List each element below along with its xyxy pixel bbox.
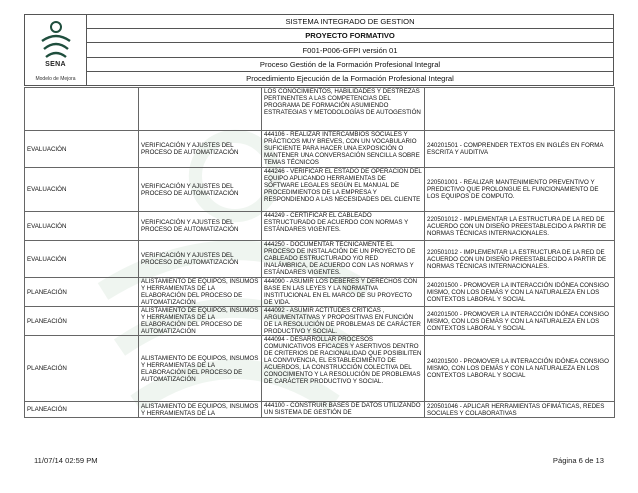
learning-outcome-cell: 444090 - ASUMIR LOS DEBERES Y DERECHOS CON BASE EN LAS LEYES Y LA NORMATIVA INSTITUCIONAL EN EL MARCO DE SU PROYECTO DE VIDA. [262,278,425,307]
table-row [25,168,615,212]
activity-cell: VERIFICACIÓN Y AJUSTES DEL PROCESO DE AUTOMATIZACIÓN [139,168,262,212]
page-number: Página 6 de 13 [552,456,604,465]
table-row [25,402,615,418]
table-row [25,241,615,278]
logo-block [25,15,87,85]
table-row [25,307,615,336]
phase-cell: PLANEACIÓN [25,278,139,307]
learning-outcome-cell: 444246 - VERIFICAR EL ESTADO DE OPERACIÓN DEL EQUIPO APLICANDO HERRAMIENTAS DE SOFTWARE LEGALES SEGÚN EL MANUAL DE PROCEDIMIENTOS DE LA EMPRESA Y RESPONDIENDO A LAS NECESIDADES DEL CLIENTE [262,168,425,212]
phase-cell: PLANEACIÓN [25,336,139,402]
table-row [25,131,615,168]
competency-cell: 220501046 - APLICAR HERRAMIENTAS OFIMÁTICAS, REDES SOCIALES Y COLABORATIVAS [425,402,615,418]
sena-logo-icon [36,19,76,63]
system-title: SISTEMA INTEGRADO DE GESTION [87,15,613,29]
competency-cell: 220501012 - IMPLEMENTAR LA ESTRUCTURA DE LA RED DE ACUERDO CON UN DISEÑO PREESTABLECIDO A PARTIR DE NORMAS TÉCNICAS INTERNACIONALES. [425,241,615,278]
phase-cell: EVALUACIÓN [25,212,139,241]
form-code: F001-P006-GFPI versión 01 [87,43,613,57]
activity-cell: VERIFICACIÓN Y AJUSTES DEL PROCESO DE AUTOMATIZACIÓN [139,131,262,168]
learning-outcome-cell: 444249 - CERTIFICAR EL CABLEADO ESTRUCTURADO DE ACUERDO CON NORMAS Y ESTÁNDARES VIGENTES. [262,212,425,241]
learning-outcome-cell: 444250 - DOCUMENTAR TÉCNICAMENTE EL PROCESO DE INSTALACIÓN DE UN PROYECTO DE CABLEADO ESTRUCTURADO Y/O RED INALÁMBRICA, DE ACUERDO CON LAS NORMAS Y ESTÁNDARES VIGENTES. [262,241,425,278]
phase-cell [25,88,139,131]
phase-cell: EVALUACIÓN [25,168,139,212]
activity-cell: ALISTAMIENTO DE EQUIPOS, INSUMOS Y HERRAMIENTAS DE LA ELABORACIÓN DEL PROCESO DE AUTOMATIZACIÓN [139,307,262,336]
training-plan-table [24,87,615,418]
learning-outcome-cell: LOS CONOCIMIENTOS, HABILIDADES Y DESTREZAS PERTINENTES A LAS COMPETENCIAS DEL PROGRAMA DE FORMACIÓN ASUMIENDO ESTRATEGIAS Y METODOLOGÍAS DE AUTOGESTIÓN [262,88,425,131]
competency-cell: 220501012 - IMPLEMENTAR LA ESTRUCTURA DE LA RED DE ACUERDO CON UN DISEÑO PREESTABLECIDO A PARTIR DE NORMAS TÉCNICAS INTERNACIONALES. [425,212,615,241]
table-row [25,88,615,131]
activity-cell: ALISTAMIENTO DE EQUIPOS, INSUMOS Y HERRAMIENTAS DE LA ELABORACIÓN DEL PROCESO DE AUTOMATIZACIÓN [139,278,262,307]
document-title: PROYECTO FORMATIVO [87,29,613,43]
competency-cell: 220501001 - REALIZAR MANTENIMIENTO PREVENTIVO Y PREDICTIVO QUE PROLONGUE EL FUNCIONAMIENTO DE LOS EQUIPOS DE COMPUTO. [425,168,615,212]
competency-cell: 240201500 - PROMOVER LA INTERACCIÓN IDÓNEA CONSIGO MISMO, CON LOS DEMÁS Y CON LA NATURALEZA EN LOS CONTEXTOS LABORAL Y SOCIAL [425,307,615,336]
phase-cell: PLANEACIÓN [25,402,139,418]
competency-cell: 240201500 - PROMOVER LA INTERACCIÓN IDÓNEA CONSIGO MISMO, CON LOS DEMÁS Y CON LA NATURALEZA EN LOS CONTEXTOS LABORAL Y SOCIAL [425,278,615,307]
learning-outcome-cell: 444100 - CONSTRUIR BASES DE DATOS UTILIZANDO UN SISTEMA DE GESTIÓN DE [262,402,425,418]
process-name: Proceso Gestión de la Formación Profesional Integral [87,58,613,72]
procedure-name: Procedimiento Ejecución de la Formación Profesional Integral [246,73,454,83]
logo-caption: Modelo de Mejora [35,76,76,82]
phase-cell: EVALUACIÓN [25,241,139,278]
learning-outcome-cell: 444094 - DESARROLLAR PROCESOS COMUNICATIVOS EFICACES Y ASERTIVOS DENTRO DE CRITERIOS DE RACIONALIDAD QUE POSIBILITEN LA CONVIVENCIA, EL ESTABLECIMIENTO DE ACUERDOS, LA CONSTRUCCIÓN COLECTIVA DEL CONOCIMIENTO Y LA RESOLUCIÓN DE PROBLEMAS DE CARÁCTER PRODUCTIVO Y SOCIAL. [262,336,425,402]
document-header [24,14,614,86]
phase-cell: PLANEACIÓN [25,307,139,336]
competency-cell: 240201500 - PROMOVER LA INTERACCIÓN IDÓNEA CONSIGO MISMO, CON LOS DEMÁS Y CON LA NATURALEZA EN LOS CONTEXTOS LABORAL Y SOCIAL [425,336,615,402]
learning-outcome-cell: 444092 - ASUMIR ACTITUDES CRÍTICAS , ARGUMENTATIVAS Y PROPOSITIVAS EN FUNCIÓN DE LA RESOLUCIÓN DE PROBLEMAS DE CARÁCTER PRODUCTIVO Y SOCIAL. [262,307,425,336]
table-row [25,336,615,402]
competency-cell: 240201501 - COMPRENDER TEXTOS EN INGLÉS EN FORMA ESCRITA Y AUDITIVA [425,131,615,168]
logo-text: SENA [45,61,66,68]
learning-outcome-cell: 444106 - REALIZAR INTERCAMBIOS SOCIALES Y PRÁCTICOS MUY BREVES, CON UN VOCABULARIO SUFICIENTE PARA HACER UNA EXPOSICIÓN O MANTENER UNA CONVERSACIÓN SENCILLA SOBRE TEMAS TÉCNICOS [262,131,425,168]
header-title-block [87,15,613,85]
competency-cell [425,88,615,131]
table-row [25,212,615,241]
print-datetime: 11/07/14 02:59 PM [34,456,98,465]
table-row [25,278,615,307]
phase-cell: EVALUACIÓN [25,131,139,168]
activity-cell [139,88,262,131]
activity-cell: VERIFICACIÓN Y AJUSTES DEL PROCESO DE AUTOMATIZACIÓN [139,241,262,278]
activity-cell: VERIFICACIÓN Y AJUSTES DEL PROCESO DE AUTOMATIZACIÓN [139,212,262,241]
activity-cell: ALISTAMIENTO DE EQUIPOS, INSUMOS Y HERRAMIENTAS DE LA [139,402,262,418]
activity-cell: ALISTAMIENTO DE EQUIPOS, INSUMOS Y HERRAMIENTAS DE LA ELABORACIÓN DEL PROCESO DE AUTOMATIZACIÓN [139,336,262,402]
